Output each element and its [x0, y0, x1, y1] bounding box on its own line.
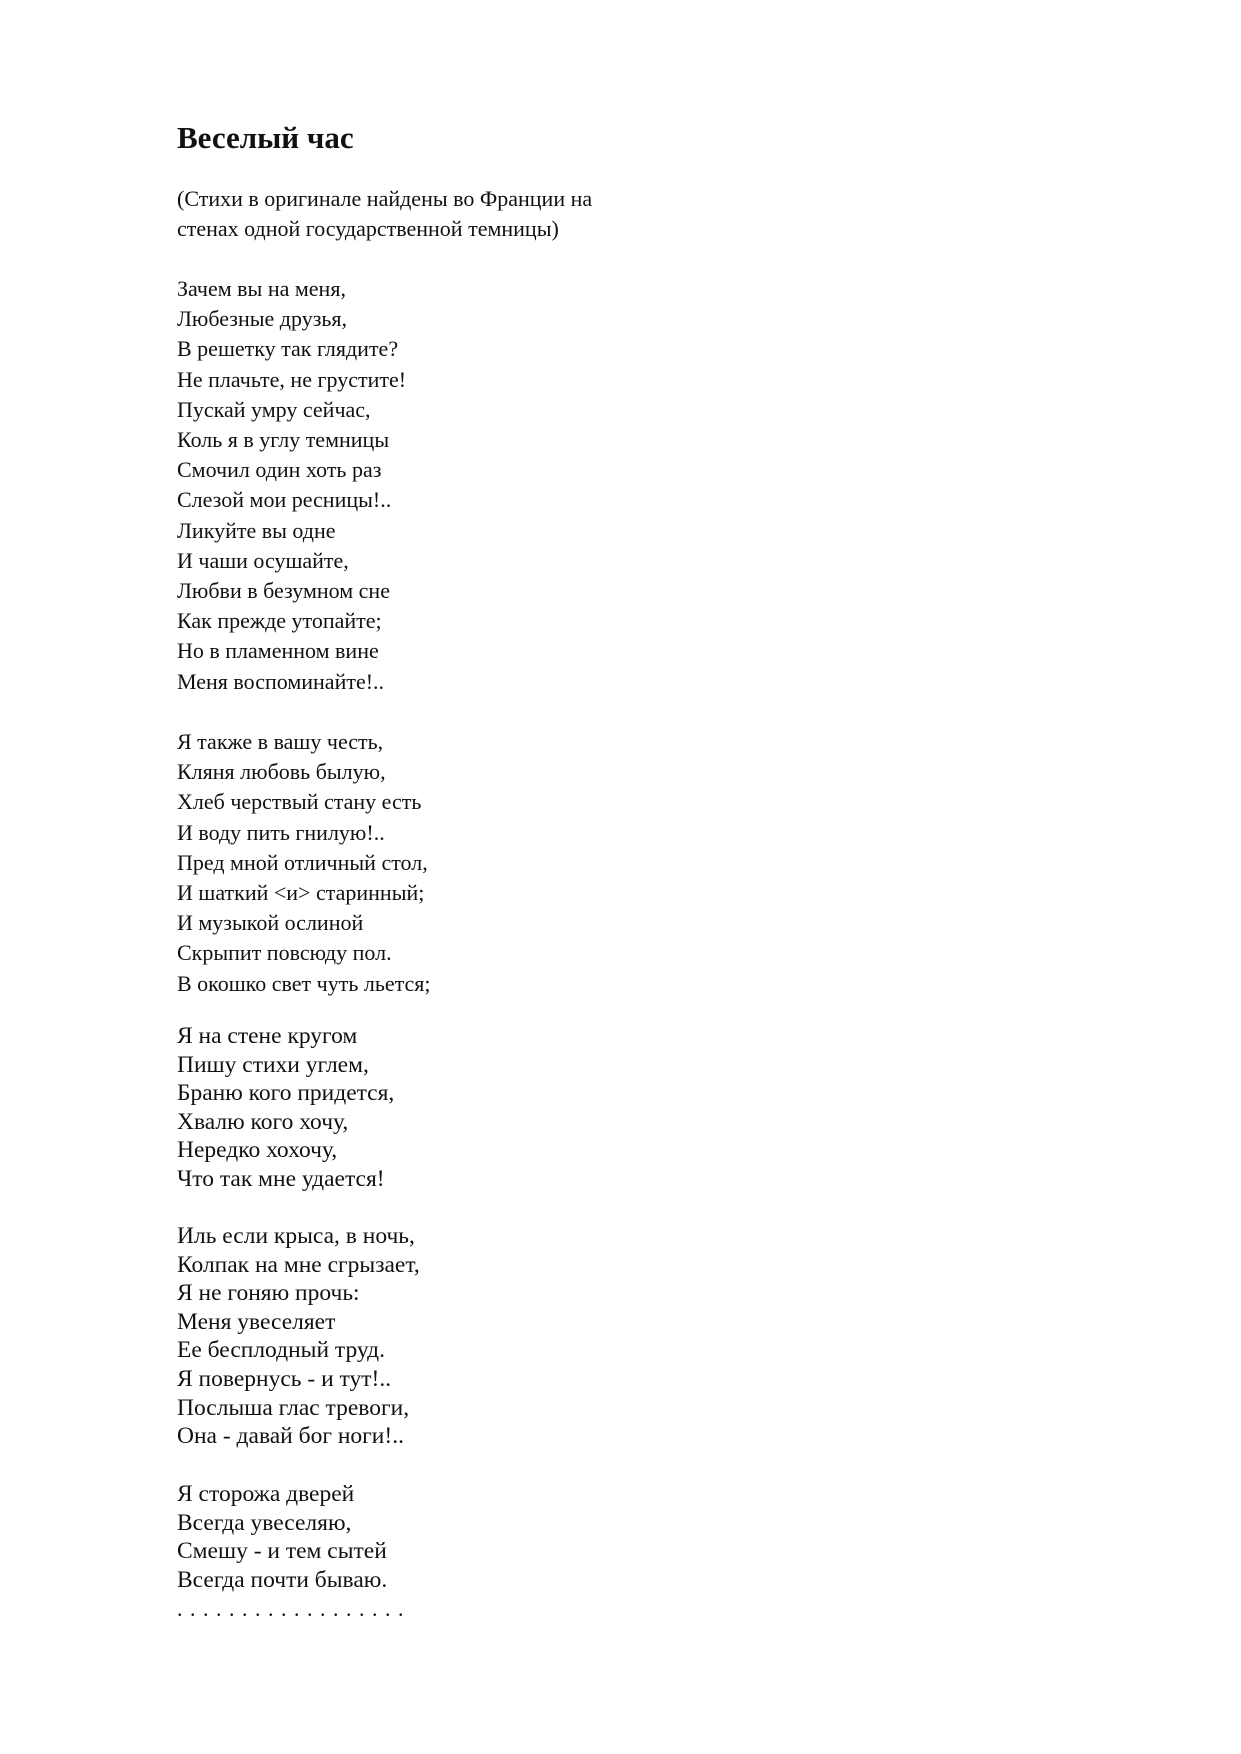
verse-line: Не плачьте, не грустите!	[177, 366, 407, 392]
verse-line: Слезой мои ресницы!..	[177, 487, 392, 513]
verse-line: Пускай умру сейчас,	[177, 396, 371, 422]
verse-line: Я не гоняю прочь:	[177, 1280, 360, 1307]
verse-line: Ее бесплодный труд.	[177, 1337, 386, 1364]
verse-line: Что так мне удается!	[177, 1165, 385, 1192]
verse-line: Хлеб черствый стану есть	[177, 789, 422, 815]
verse-line: Любезные друзья,	[177, 306, 348, 332]
verse-line: Нередко хохочу,	[177, 1137, 338, 1164]
verse-line: Всегда увеселяю,	[177, 1509, 352, 1536]
verse-line: Пред мной отличный стол,	[177, 849, 428, 875]
verse-line: В окошко свет чуть льется;	[177, 970, 431, 996]
stanza-1	[177, 274, 406, 697]
stanza-4	[177, 1222, 420, 1451]
verse-line: Кляня любовь былую,	[177, 759, 386, 785]
subtitle-line: стенах одной государственной темницы)	[177, 216, 559, 241]
subtitle-line: (Стихи в оригинале найдены во Франции на	[177, 186, 593, 211]
verse-line: Всегда почти бываю.	[177, 1566, 388, 1593]
verse-line: И воду пить гнилую!..	[177, 819, 385, 845]
verse-line: Смешу - и тем сытей	[177, 1538, 387, 1565]
verse-line: Браню кого придется,	[177, 1080, 395, 1107]
verse-line: Послыша глас тревоги,	[177, 1394, 410, 1421]
verse-line: Хвалю кого хочу,	[177, 1108, 349, 1135]
stanza-2	[177, 727, 431, 999]
verse-line: Меня воспоминайте!..	[177, 668, 385, 694]
verse-line: Я также в вашу честь,	[177, 729, 384, 754]
verse-line: Смочил один хоть раз	[177, 457, 382, 483]
verse-line: Колпак на мне сгрызает,	[177, 1251, 420, 1278]
verse-line: Скрыпит повсюду пол.	[177, 940, 392, 966]
verse-line: Я повернусь - и тут!..	[177, 1365, 392, 1392]
verse-line: Коль я в углу темницы	[177, 427, 390, 453]
poem-title: Веселый час	[177, 120, 354, 155]
poem-subtitle	[177, 184, 592, 244]
stanza-5	[177, 1480, 387, 1594]
verse-line: Она - давай бог ноги!..	[177, 1423, 404, 1450]
verse-line: Иль если крыса, в ночь,	[177, 1223, 415, 1249]
verse-line: Но в пламенном вине	[177, 638, 379, 664]
verse-line: Пишу стихи углем,	[177, 1051, 369, 1078]
verse-line: В решетку так глядите?	[177, 336, 399, 362]
verse-line: И чаши осушайте,	[177, 547, 349, 573]
verse-line: Как прежде утопайте;	[177, 608, 382, 634]
ellipsis-line: . . . . . . . . . . . . . . . . . .	[177, 1596, 405, 1621]
verse-line: Зачем вы на меня,	[177, 276, 346, 301]
verse-line: Любви в безумном сне	[177, 578, 390, 604]
verse-line: Я на стене кругом	[177, 1023, 358, 1049]
verse-line: Меня увеселяет	[177, 1308, 336, 1335]
stanza-3	[177, 1022, 394, 1194]
verse-line: Я сторожа дверей	[177, 1481, 355, 1507]
verse-line: И шаткий <и> старинный;	[177, 880, 425, 906]
verse-line: И музыкой ослиной	[177, 910, 364, 936]
verse-line: Ликуйте вы одне	[177, 517, 336, 543]
